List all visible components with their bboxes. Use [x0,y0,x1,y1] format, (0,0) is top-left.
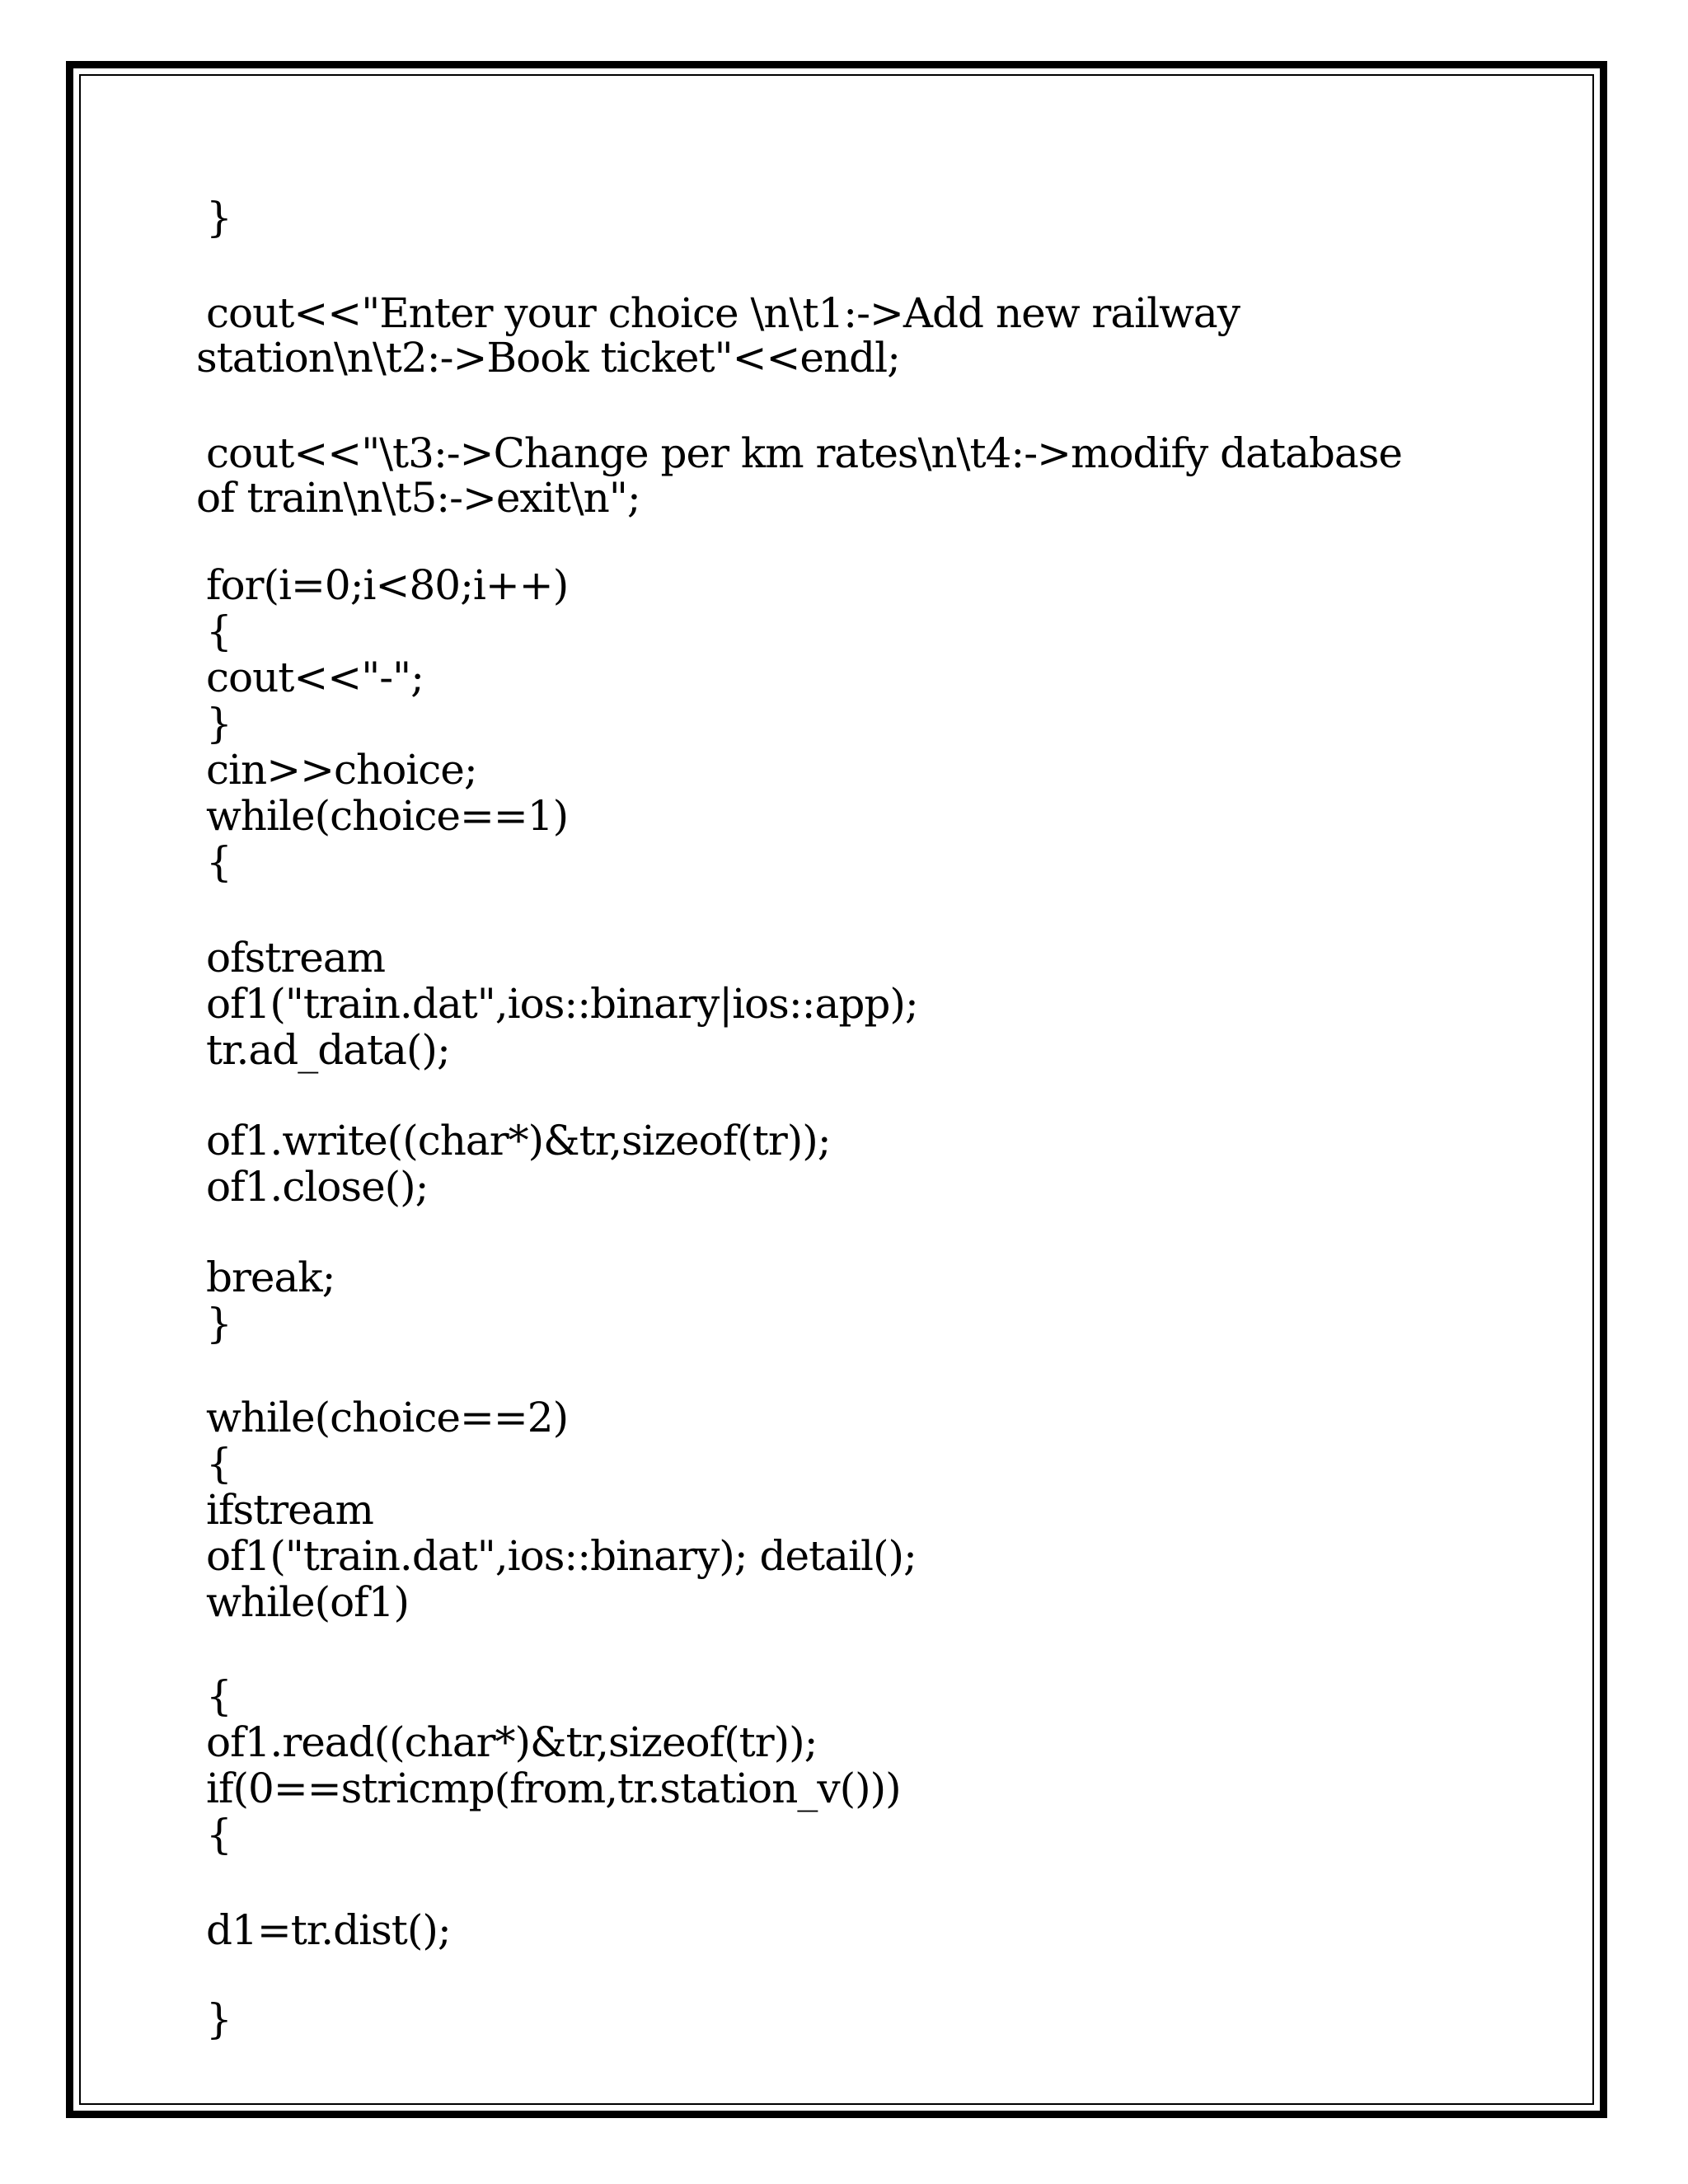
code-line: { [206,838,232,886]
code-line: ofstream [206,934,386,982]
code-line: of1("train.dat",ios::binary|ios::app); [206,980,918,1028]
code-line: { [206,1440,232,1488]
code-line: cout<<"-"; [206,654,424,701]
code-line: d1=tr.dist(); [206,1906,451,1954]
code-line: { [206,607,232,655]
code-line: for(i=0;i<80;i++) [206,561,569,609]
code-line: tr.ad_data(); [206,1026,450,1074]
code-line: { [206,1811,232,1858]
code-line: } [206,1995,232,2043]
code-line: ifstream [206,1486,373,1534]
code-line: of1("train.dat",ios::binary); detail(); [206,1532,917,1580]
code-line: station\n\t2:->Book ticket"<<endl; [196,334,901,382]
code-line: of1.close(); [206,1163,429,1211]
code-line: while(of1) [206,1578,410,1626]
code-line: of train\n\t5:->exit\n"; [196,474,640,522]
code-line: cout<<"Enter your choice \n\t1:->Add new railway [206,289,1240,337]
code-line: { [206,1672,232,1720]
code-line: if(0==stricmp(from,tr.station_v())) [206,1765,901,1812]
code-line: } [206,194,232,241]
code-line: of1.write((char*)&tr,sizeof(tr)); [206,1117,831,1165]
code-line: } [206,1300,232,1347]
code-line: break; [206,1254,335,1301]
code-line: while(choice==1) [206,792,569,840]
code-line: } [206,700,232,748]
code-line: cin>>choice; [206,746,477,794]
code-line: of1.read((char*)&tr,sizeof(tr)); [206,1718,818,1766]
code-line: while(choice==2) [206,1394,569,1441]
code-line: cout<<"\t3:->Change per km rates\n\t4:->modify database [206,429,1402,477]
